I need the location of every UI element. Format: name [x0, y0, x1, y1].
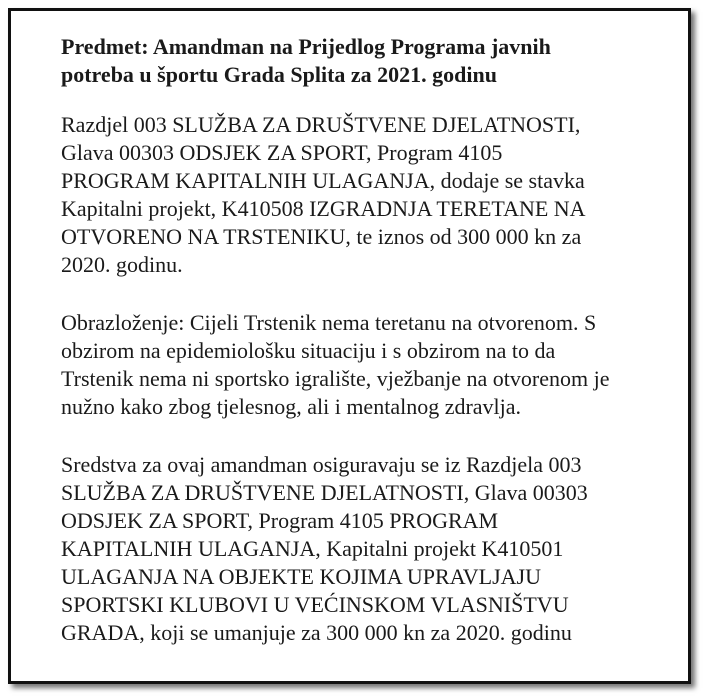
- paragraph-line: 2020. godinu.: [61, 252, 183, 277]
- paragraph-line: PROGRAM KAPITALNIH ULAGANJA, dodaje se stavka: [61, 168, 585, 193]
- document-body: [61, 33, 681, 677]
- paragraph-line: Trstenik nema ni sportsko igralište, vježbanje na otvorenom je: [61, 366, 610, 391]
- paragraph-line: Glava 00303 ODSJEK ZA SPORT, Program 4105: [61, 140, 503, 165]
- justification-paragraph: [61, 309, 681, 421]
- paragraph-line: SLUŽBA ZA DRUŠTVENE DJELATNOSTI, Glava 00303: [61, 480, 588, 505]
- paragraph-line: SPORTSKI KLUBOVI U VEĆINSKOM VLASNIŠTVU: [61, 592, 569, 617]
- title-line: Predmet: Amandman na Prijedlog Programa javnih: [61, 34, 551, 59]
- paragraph-line: Sredstva za ovaj amandman osiguravaju se iz Razdjela 003: [61, 452, 582, 477]
- funding-paragraph: [61, 451, 681, 647]
- paragraph-line: nužno kako zbog tjelesnog, ali i mentalnog zdravlja.: [61, 394, 522, 419]
- paragraph-line: ODSJEK ZA SPORT, Program 4105 PROGRAM: [61, 508, 499, 533]
- paragraph-line: OTVORENO NA TRSTENIKU, te iznos od 300 000 kn za: [61, 224, 582, 249]
- title-line: potreba u športu Grada Splita za 2021. godinu: [61, 62, 498, 87]
- paragraph-line: GRADA, koji se umanjuje za 300 000 kn za 2020. godinu: [61, 620, 572, 645]
- amendment-paragraph: [61, 111, 681, 279]
- document-title: [61, 33, 681, 89]
- paragraph-line: KAPITALNIH ULAGANJA, Kapitalni projekt K410501: [61, 536, 564, 561]
- paragraph-line: ULAGANJA NA OBJEKTE KOJIMA UPRAVLJAJU: [61, 564, 541, 589]
- paragraph-line: Obrazloženje: Cijeli Trstenik nema teretanu na otvorenom. S: [61, 310, 597, 335]
- paragraph-line: Kapitalni projekt, K410508 IZGRADNJA TERETANE NA: [61, 196, 586, 221]
- paragraph-line: obzirom na epidemiološku situaciju i s obzirom na to da: [61, 338, 556, 363]
- paragraph-line: Razdjel 003 SLUŽBA ZA DRUŠTVENE DJELATNOSTI,: [61, 112, 581, 137]
- document-frame: [8, 8, 691, 684]
